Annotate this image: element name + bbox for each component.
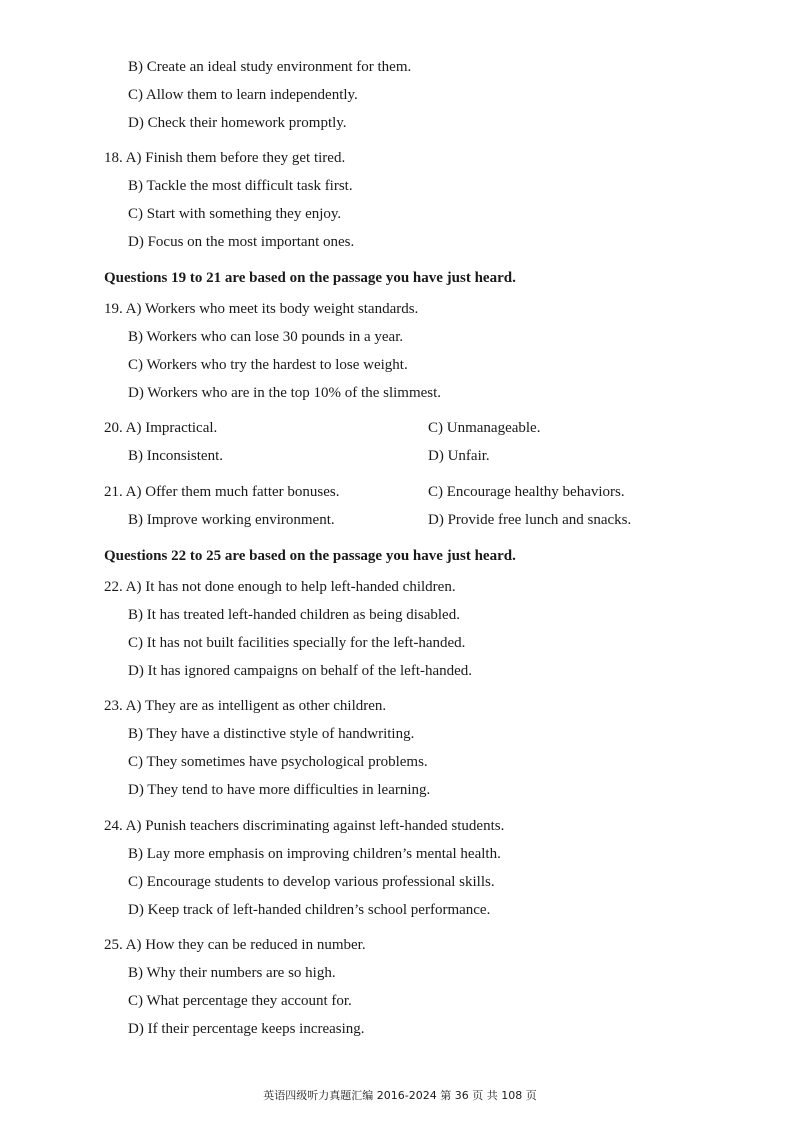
q19-option-d: D) Workers who are in the top 10% of the slimmest. xyxy=(128,385,442,401)
q22-option-a: 22. A) It has not done enough to help left-handed children. xyxy=(104,579,456,595)
q18-option-c: C) Start with something they enjoy. xyxy=(128,206,342,222)
q18-option-d: D) Focus on the most important ones. xyxy=(128,234,355,250)
q20-option-b: B) Inconsistent. xyxy=(128,448,223,464)
q25-option-c: C) What percentage they account for. xyxy=(128,993,352,1009)
q23-option-b: B) They have a distinctive style of handwriting. xyxy=(128,726,415,742)
q19-option-c: C) Workers who try the hardest to lose weight. xyxy=(128,357,408,373)
q24-option-a: 24. A) Punish teachers discriminating against left-handed students. xyxy=(104,818,505,834)
q21-option-b: B) Improve working environment. xyxy=(128,512,335,528)
q17-option-b: B) Create an ideal study environment for them. xyxy=(128,59,412,75)
q21-option-a: 21. A) Offer them much fatter bonuses. xyxy=(104,484,340,500)
section-heading-19-21: Questions 19 to 21 are based on the passage you have just heard. xyxy=(104,270,516,286)
q22-option-d: D) It has ignored campaigns on behalf of the left-handed. xyxy=(128,663,473,679)
q23-option-a: 23. A) They are as intelligent as other children. xyxy=(104,698,387,714)
q21-option-d: D) Provide free lunch and snacks. xyxy=(428,512,632,528)
q18-option-a: 18. A) Finish them before they get tired. xyxy=(104,150,346,166)
q24-option-c: C) Encourage students to develop various professional skills. xyxy=(128,874,495,890)
q18-option-b: B) Tackle the most difficult task first. xyxy=(128,178,353,194)
q24-option-b: B) Lay more emphasis on improving children’s mental health. xyxy=(128,846,501,862)
q23-option-d: D) They tend to have more difficulties in learning. xyxy=(128,782,431,798)
q25-option-d: D) If their percentage keeps increasing. xyxy=(128,1021,365,1037)
q19-option-a: 19. A) Workers who meet its body weight standards. xyxy=(104,301,419,317)
q20-option-c: C) Unmanageable. xyxy=(428,420,541,436)
q22-option-b: B) It has treated left-handed children as being disabled. xyxy=(128,607,460,623)
q24-option-d: D) Keep track of left-handed children’s school performance. xyxy=(128,902,491,918)
q22-option-c: C) It has not built facilities specially for the left-handed. xyxy=(128,635,466,651)
q23-option-c: C) They sometimes have psychological problems. xyxy=(128,754,428,770)
q20-option-a: 20. A) Impractical. xyxy=(104,420,218,436)
q20-option-d: D) Unfair. xyxy=(428,448,490,464)
q19-option-b: B) Workers who can lose 30 pounds in a year. xyxy=(128,329,404,345)
section-heading-22-25: Questions 22 to 25 are based on the passage you have just heard. xyxy=(104,548,516,564)
q17-option-d: D) Check their homework promptly. xyxy=(128,115,347,131)
q25-option-b: B) Why their numbers are so high. xyxy=(128,965,336,981)
page-footer: 英语四级听力真题汇编 2016-2024 第 36 页 共 108 页 xyxy=(263,1089,537,1102)
q25-option-a: 25. A) How they can be reduced in number. xyxy=(104,937,366,953)
q21-option-c: C) Encourage healthy behaviors. xyxy=(428,484,625,500)
q17-option-c: C) Allow them to learn independently. xyxy=(128,87,358,103)
